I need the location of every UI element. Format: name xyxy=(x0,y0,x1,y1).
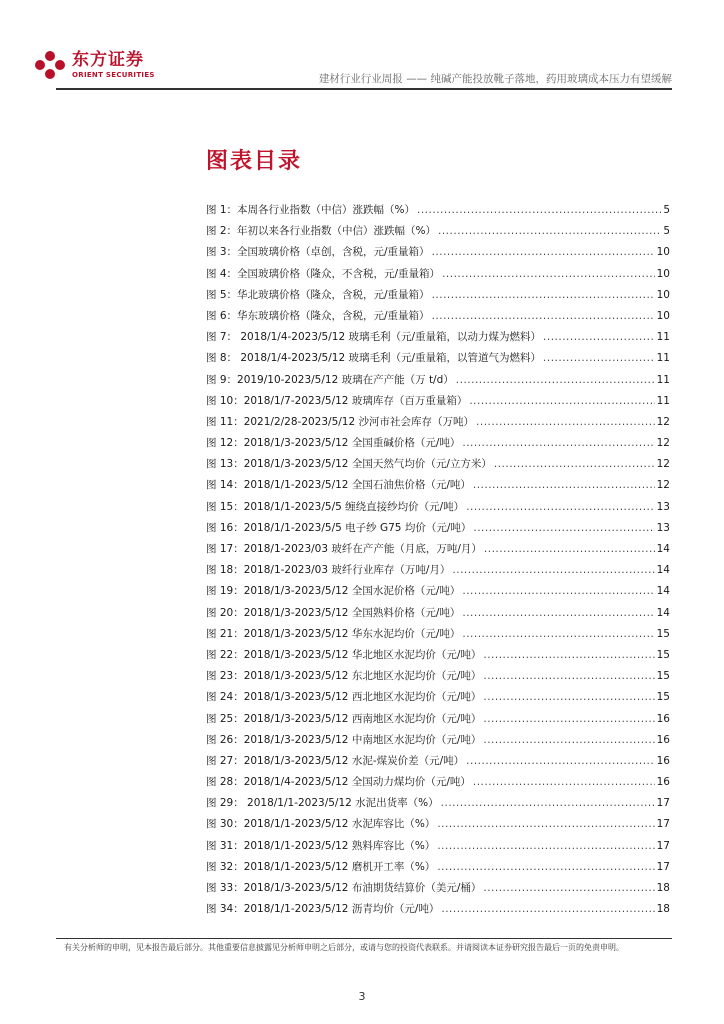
toc-entry-page: 10 xyxy=(656,309,670,322)
toc-entry[interactable] xyxy=(206,264,670,285)
toc-entry-page: 18 xyxy=(656,882,670,894)
toc-entry-page: 13 xyxy=(656,521,670,534)
toc-entry-label: 图 13：2018/1/3-2023/5/12 全国天然气均价（元/立方米） xyxy=(206,458,492,471)
toc-entry-page: 14 xyxy=(656,606,670,619)
toc-entry-label: 图 32：2018/1/1-2023/5/12 磨机开工率（%） xyxy=(206,860,436,873)
toc-entry-page: 12 xyxy=(656,458,670,471)
toc-entry-page: 11 xyxy=(656,352,670,365)
toc-entry[interactable] xyxy=(206,306,670,327)
toc-entry-leader xyxy=(494,454,655,475)
toc-entry-label: 图 2：年初以来各行业指数（中信）涨跌幅（%） xyxy=(206,225,436,238)
toc-entry-label: 图 9：2019/10-2023/5/12 玻璃在产产能（万 t/d） xyxy=(206,373,454,386)
toc-entry-leader xyxy=(483,666,654,687)
toc-entry-label: 图 17：2018/1-2023/03 玻纤在产产能（月底，万吨/月） xyxy=(206,543,482,555)
toc-entry-leader xyxy=(483,687,654,708)
toc-entry[interactable] xyxy=(206,793,670,814)
toc-entry-leader xyxy=(432,242,655,263)
toc-entry-label: 图 3：全国玻璃价格（卓创，含税，元/重量箱） xyxy=(206,246,430,259)
toc-entry[interactable] xyxy=(206,539,670,560)
toc-entry-label: 图 14：2018/1/1-2023/5/12 全国石油焦价格（元/吨） xyxy=(206,479,471,492)
toc-entry-page: 12 xyxy=(656,415,670,428)
toc-entry-label: 图 24：2018/1/3-2023/5/12 西北地区水泥均价（元/吨） xyxy=(206,691,482,704)
toc-entry-label: 图 16：2018/1/1-2023/5/5 电子纱 G75 均价（元/吨） xyxy=(206,521,472,534)
toc-entry-page: 18 xyxy=(656,903,670,916)
toc-title: 图表目录 xyxy=(206,149,303,174)
toc-entry-label: 图 18：2018/1-2023/03 玻纤行业库存（万吨/月） xyxy=(206,564,451,577)
toc-entry-leader xyxy=(483,730,654,751)
toc-entry-page: 13 xyxy=(656,500,670,513)
toc-entry[interactable] xyxy=(206,814,670,835)
toc-entry-page: 17 xyxy=(656,797,670,810)
toc-entry-page: 5 xyxy=(663,204,670,216)
toc-entry-label: 图 11：2021/2/28-2023/5/12 沙河市社会库存（万吨） xyxy=(206,415,475,428)
toc-entry-leader xyxy=(432,306,655,327)
toc-entry-leader xyxy=(462,581,654,602)
toc-entry-leader xyxy=(473,772,655,793)
toc-entry-page: 17 xyxy=(656,818,670,831)
toc-entry-leader xyxy=(543,348,655,369)
toc-entry-leader xyxy=(483,878,654,899)
toc-entry-leader xyxy=(437,836,654,857)
toc-entry[interactable] xyxy=(206,242,670,263)
toc-entry-page: 15 xyxy=(656,691,670,704)
toc-entry[interactable] xyxy=(206,475,670,496)
toc-entry-leader xyxy=(469,391,654,412)
toc-entry-label: 图 27：2018/1/3-2023/5/12 水泥-煤炭价差（元/吨） xyxy=(206,754,465,767)
toc-entry-label: 图 10：2018/1/7-2023/5/12 玻璃库存（百万重量箱） xyxy=(206,394,468,407)
toc-entry-leader xyxy=(483,709,654,730)
toc-entry-page: 16 xyxy=(656,712,670,725)
toc-entry-leader xyxy=(462,603,654,624)
toc-entry-page: 14 xyxy=(656,585,670,598)
toc-entry-page: 10 xyxy=(656,288,670,301)
toc-entry-page: 10 xyxy=(656,267,670,280)
toc-entry-page: 11 xyxy=(656,373,670,386)
toc-entry[interactable] xyxy=(206,751,670,772)
toc-entry[interactable] xyxy=(206,200,670,221)
toc-entry-label: 图 33：2018/1/3-2023/5/12 布油期货结算价（美元/桶） xyxy=(206,882,482,894)
toc-entry-leader xyxy=(484,539,655,560)
toc-entry[interactable] xyxy=(206,666,670,687)
toc-entry-label: 图 34：2018/1/1-2023/5/12 沥青均价（元/吨） xyxy=(206,903,440,916)
toc-entry[interactable] xyxy=(206,857,670,878)
toc-entry-page: 5 xyxy=(663,225,670,238)
toc-entry-label: 图 28：2018/1/4-2023/5/12 全国动力煤均价（元/吨） xyxy=(206,776,471,789)
toc-entry-leader xyxy=(437,857,654,878)
toc-entry-leader xyxy=(432,285,655,306)
toc-entry-leader xyxy=(462,433,654,454)
toc-entry[interactable] xyxy=(206,518,670,539)
toc-entry-label: 图 31：2018/1/1-2023/5/12 熟料库容比（%） xyxy=(206,839,436,852)
brand-logo xyxy=(34,50,155,80)
toc-entry-leader xyxy=(483,645,654,666)
brand-name-en: ORIENT SECURITIES xyxy=(72,70,155,79)
toc-entry[interactable] xyxy=(206,412,670,433)
toc-entry[interactable] xyxy=(206,497,670,518)
toc-entry-label: 图 4：全国玻璃价格（隆众，不含税，元/重量箱） xyxy=(206,267,441,280)
toc-entry[interactable] xyxy=(206,348,670,369)
toc-entry[interactable] xyxy=(206,327,670,348)
toc-entry[interactable] xyxy=(206,624,670,645)
toc-entry-label: 图 15：2018/1/1-2023/5/5 缠绕直接纱均价（元/吨） xyxy=(206,500,465,513)
page-number: 3 xyxy=(358,990,366,1003)
toc-entry[interactable] xyxy=(206,730,670,751)
toc-entry-label: 图 29： 2018/1/1-2023/5/12 水泥出货率（%） xyxy=(206,797,439,810)
toc-entry[interactable] xyxy=(206,709,670,730)
toc-entry[interactable] xyxy=(206,370,670,391)
toc-entry[interactable] xyxy=(206,603,670,624)
toc-entry-page: 10 xyxy=(656,246,670,259)
footer-disclaimer: 有关分析师的申明，见本报告最后部分。其他重要信息披露见分析师申明之后部分，或请与您的投资代表联系。并请阅读本证券研究报告最后一页的免责申明。 xyxy=(64,943,624,952)
toc-entry-page: 12 xyxy=(656,479,670,492)
toc-entry[interactable] xyxy=(206,772,670,793)
footer-divider xyxy=(56,938,672,939)
toc-entry-leader xyxy=(437,814,654,835)
toc-entry-leader xyxy=(442,264,655,285)
toc-entry-page: 17 xyxy=(656,839,670,852)
toc-entry-page: 17 xyxy=(656,860,670,873)
toc-entry[interactable] xyxy=(206,221,670,242)
toc-entry-leader xyxy=(476,412,655,433)
toc-entry[interactable] xyxy=(206,560,670,581)
toc-entry-label: 图 1：本周各行业指数（中信）涨跌幅（%） xyxy=(206,204,415,216)
toc-entry-leader xyxy=(452,560,654,581)
toc-entry-label: 图 5：华北玻璃价格（隆众，含税，元/重量箱） xyxy=(206,288,430,301)
toc-entry-page: 12 xyxy=(656,437,670,450)
toc-entry-leader xyxy=(543,327,655,348)
toc-entry[interactable] xyxy=(206,433,670,454)
toc-entry-leader xyxy=(438,221,661,242)
toc-entry-page: 16 xyxy=(656,776,670,789)
toc-entry-page: 15 xyxy=(656,648,670,661)
orient-securities-logo-icon xyxy=(34,50,66,80)
toc-entry-page: 16 xyxy=(656,754,670,767)
toc-entry[interactable] xyxy=(206,285,670,306)
toc-entry-leader xyxy=(462,624,654,645)
toc-entry-label: 图 7： 2018/1/4-2023/5/12 玻璃毛利（元/重量箱，以动力煤为燃料） xyxy=(206,331,542,344)
report-header-title: 建材行业行业周报 —— 纯碱产能投放靴子落地，药用玻璃成本压力有望缓解 xyxy=(318,73,672,85)
toc-entry[interactable] xyxy=(206,878,670,899)
toc-entry-label: 图 23：2018/1/3-2023/5/12 东北地区水泥均价（元/吨） xyxy=(206,670,482,683)
toc-entry[interactable] xyxy=(206,899,670,920)
brand-name xyxy=(72,49,155,79)
brand-name-cn: 东方证券 xyxy=(72,49,144,70)
header-divider xyxy=(56,88,672,90)
toc-entry[interactable] xyxy=(206,836,670,857)
toc-entry-page: 15 xyxy=(656,627,670,640)
toc-entry-page: 14 xyxy=(656,564,670,577)
table-of-figures xyxy=(206,200,670,920)
toc-entry-leader xyxy=(417,200,661,221)
toc-entry[interactable] xyxy=(206,687,670,708)
toc-entry-leader xyxy=(473,518,654,539)
toc-entry-page: 16 xyxy=(656,733,670,746)
toc-entry-label: 图 26：2018/1/3-2023/5/12 中南地区水泥均价（元/吨） xyxy=(206,733,482,746)
toc-entry-leader xyxy=(441,793,655,814)
toc-entry-label: 图 25：2018/1/3-2023/5/12 西南地区水泥均价（元/吨） xyxy=(206,712,482,725)
toc-entry-leader xyxy=(473,475,655,496)
toc-entry-leader xyxy=(466,497,654,518)
toc-entry-label: 图 21：2018/1/3-2023/5/12 华东水泥均价（元/吨） xyxy=(206,627,461,640)
toc-entry-leader xyxy=(441,899,654,920)
toc-entry-page: 11 xyxy=(656,394,670,407)
toc-entry-leader xyxy=(456,370,655,391)
toc-entry[interactable] xyxy=(206,391,670,412)
toc-entry[interactable] xyxy=(206,645,670,666)
toc-entry-page: 11 xyxy=(656,331,670,344)
toc-entry-label: 图 6：华东玻璃价格（隆众，含税，元/重量箱） xyxy=(206,309,430,322)
toc-entry-label: 图 12：2018/1/3-2023/5/12 全国重碱价格（元/吨） xyxy=(206,437,461,450)
toc-entry-page: 15 xyxy=(656,670,670,683)
toc-entry[interactable] xyxy=(206,454,670,475)
toc-entry-label: 图 22：2018/1/3-2023/5/12 华北地区水泥均价（元/吨） xyxy=(206,648,482,661)
toc-entry-page: 14 xyxy=(656,543,670,555)
toc-entry[interactable] xyxy=(206,581,670,602)
toc-entry-leader xyxy=(466,751,654,772)
toc-entry-label: 图 8： 2018/1/4-2023/5/12 玻璃毛利（元/重量箱，以管道气为燃料） xyxy=(206,352,542,365)
toc-entry-label: 图 20：2018/1/3-2023/5/12 全国熟料价格（元/吨） xyxy=(206,606,461,619)
toc-entry-label: 图 30：2018/1/1-2023/5/12 水泥库容比（%） xyxy=(206,818,436,831)
toc-entry-label: 图 19：2018/1/3-2023/5/12 全国水泥价格（元/吨） xyxy=(206,585,461,598)
